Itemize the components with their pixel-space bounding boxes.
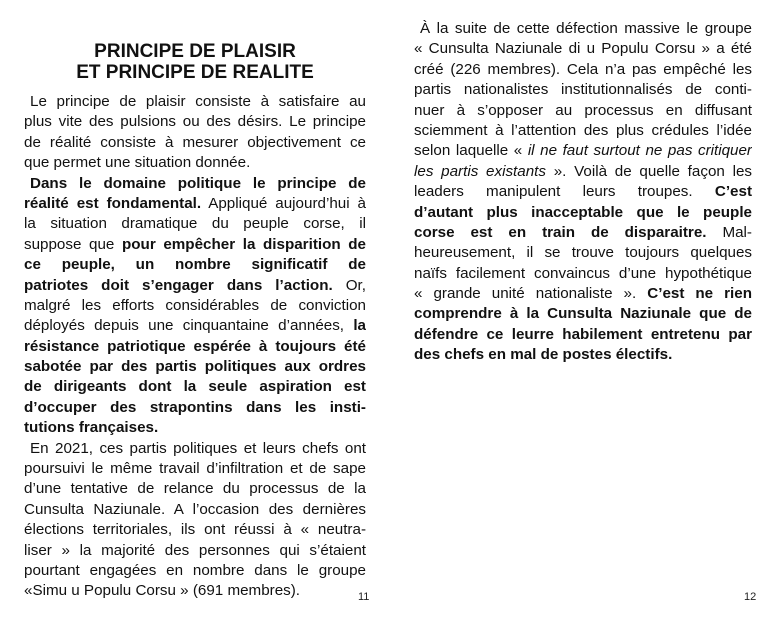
text-span: « grande unité nationaliste ».	[414, 285, 648, 303]
text-span: Mal-	[706, 223, 752, 241]
text-line	[24, 337, 366, 357]
left-page-body	[24, 92, 366, 602]
right-page-body	[414, 19, 752, 366]
text-line	[414, 101, 752, 121]
text-span: sciemment à l’attention des plus crédules l’idée	[414, 121, 752, 139]
text-span: suppose que	[24, 235, 122, 253]
text-span: pourtant engagées en nombre dans le groupe	[24, 561, 366, 579]
text-span: selon laquelle «	[414, 142, 528, 160]
text-line	[414, 19, 752, 39]
text-span: que permet une situation donnée.	[24, 154, 251, 172]
text-line	[414, 284, 752, 304]
text-line	[414, 60, 752, 80]
text-span: « Cunsulta Naziunale di u Populu Corsu » a été	[414, 40, 752, 58]
text-span: Or,	[332, 276, 366, 294]
text-span: élections territoriales, ils ont réussi à « neutra-	[24, 521, 366, 539]
text-span: En 2021, ces partis politiques et leurs chefs ont	[30, 439, 366, 457]
text-line	[24, 418, 366, 438]
text-span: d’une tentative de relance du processus de la	[24, 480, 366, 498]
bold-text: C’est ne rien	[647, 285, 752, 303]
text-line	[24, 255, 366, 275]
text-line	[24, 316, 366, 336]
bold-text: ce peuple, un nombre significatif de	[24, 256, 366, 274]
text-line	[414, 345, 752, 365]
text-line	[24, 92, 366, 112]
text-line	[24, 561, 366, 581]
text-span: liser » la majorité des personnes qui s’étaient	[24, 541, 366, 559]
text-span: naïfs facilement convaincus d’une hypothétique	[414, 264, 752, 282]
text-line	[24, 214, 366, 234]
text-line	[414, 304, 752, 324]
bold-text: résistance patriotique espérée à toujours été	[24, 337, 366, 355]
text-span: Cunsulta Naziunale. A l’occasion des dernières	[24, 500, 366, 518]
text-span: malgré les efforts considérables de conviction	[24, 296, 366, 314]
bold-text: tutions françaises.	[24, 419, 159, 437]
text-span: heureusement, il se trouve toujours quelques	[414, 244, 752, 262]
text-line	[414, 162, 752, 182]
title-line-1: PRINCIPE DE PLAISIR	[94, 41, 296, 62]
text-line	[24, 112, 366, 132]
bold-text: C’est	[714, 183, 752, 201]
text-span: de réalité consiste à mesurer objectivement ce	[24, 133, 366, 151]
bold-text: patriotes doit s’engager dans l’action.	[24, 276, 333, 294]
text-span: créé (226 membres). Cela n’a pas empêché les	[414, 60, 752, 78]
text-line	[24, 479, 366, 499]
text-line	[414, 203, 752, 223]
page-number-11: 11	[358, 591, 370, 603]
text-span: À la suite de cette défection massive le groupe	[420, 20, 752, 37]
text-line	[414, 182, 752, 202]
text-line	[24, 459, 366, 479]
text-span: Appliqué aujourd’hui à	[201, 194, 366, 212]
page-number-12: 12	[744, 591, 757, 603]
chapter-title	[24, 41, 366, 83]
text-span: leaders manipulent leurs troupes.	[414, 183, 715, 201]
text-line	[414, 223, 752, 243]
bold-text: sabotée par des partis politiques aux ordres	[24, 358, 366, 376]
text-span: plus vite des pulsions ou des désirs. Le principe	[24, 113, 366, 131]
text-line	[24, 439, 366, 459]
text-span: nuer à s’opposer au processus en diffusant	[414, 101, 752, 119]
right-page	[388, 0, 775, 623]
text-line	[24, 174, 366, 194]
bold-text: la	[353, 317, 366, 335]
text-line	[24, 296, 366, 316]
text-line	[24, 235, 366, 255]
text-line	[24, 377, 366, 397]
text-line	[24, 398, 366, 418]
bold-text: corse est en train de disparaitre.	[414, 223, 707, 241]
text-line	[24, 500, 366, 520]
bold-text: d’occuper des strapontins dans les insti-	[24, 398, 366, 416]
text-line	[414, 141, 752, 161]
text-line	[24, 133, 366, 153]
italic-text: les partis existants	[414, 162, 546, 180]
text-line	[24, 276, 366, 296]
text-line	[414, 121, 752, 141]
bold-text: réalité est fondamental.	[24, 194, 202, 212]
italic-text: il ne faut surtout ne pas critiquer	[527, 142, 752, 160]
text-span: partis nationalistes institutionnalisés de conti-	[414, 81, 752, 99]
title-line-2: ET PRINCIPE DE REALITE	[76, 62, 314, 83]
text-line	[414, 243, 752, 263]
bold-text: d’autant plus inacceptable que le peuple	[414, 203, 752, 221]
bold-text: des chefs en mal de postes électifs.	[414, 346, 673, 364]
text-line	[24, 194, 366, 214]
text-line	[414, 80, 752, 100]
bold-text: de dirigeants dont la seule aspiration est	[24, 378, 366, 396]
text-line	[414, 264, 752, 284]
bold-text: défendre ce leurre habilement entretenu par	[414, 325, 752, 343]
text-span: «Simu u Populu Corsu » (691 membres).	[24, 582, 301, 600]
text-line	[24, 153, 366, 173]
text-line	[414, 39, 752, 59]
text-span: ». Voilà de quelle façon les	[545, 162, 752, 180]
text-span: Le principe de plaisir consiste à satisfaire au	[30, 93, 366, 110]
text-span: la situation dramatique du peuple corse, il	[24, 215, 366, 233]
text-span: déployés depuis une cinquantaine d’années,	[24, 317, 354, 335]
bold-text: comprendre à la Cunsulta Naziunale que de	[414, 305, 752, 323]
text-line	[414, 325, 752, 345]
bold-text: Dans le domaine politique le principe de	[30, 174, 366, 192]
text-line	[24, 520, 366, 540]
bold-text: pour empêcher la disparition de	[122, 235, 366, 253]
text-span: poursuivi le même travail d’infiltration et de sape	[24, 460, 366, 478]
text-line	[24, 541, 366, 561]
text-line	[24, 357, 366, 377]
text-line	[24, 581, 366, 601]
